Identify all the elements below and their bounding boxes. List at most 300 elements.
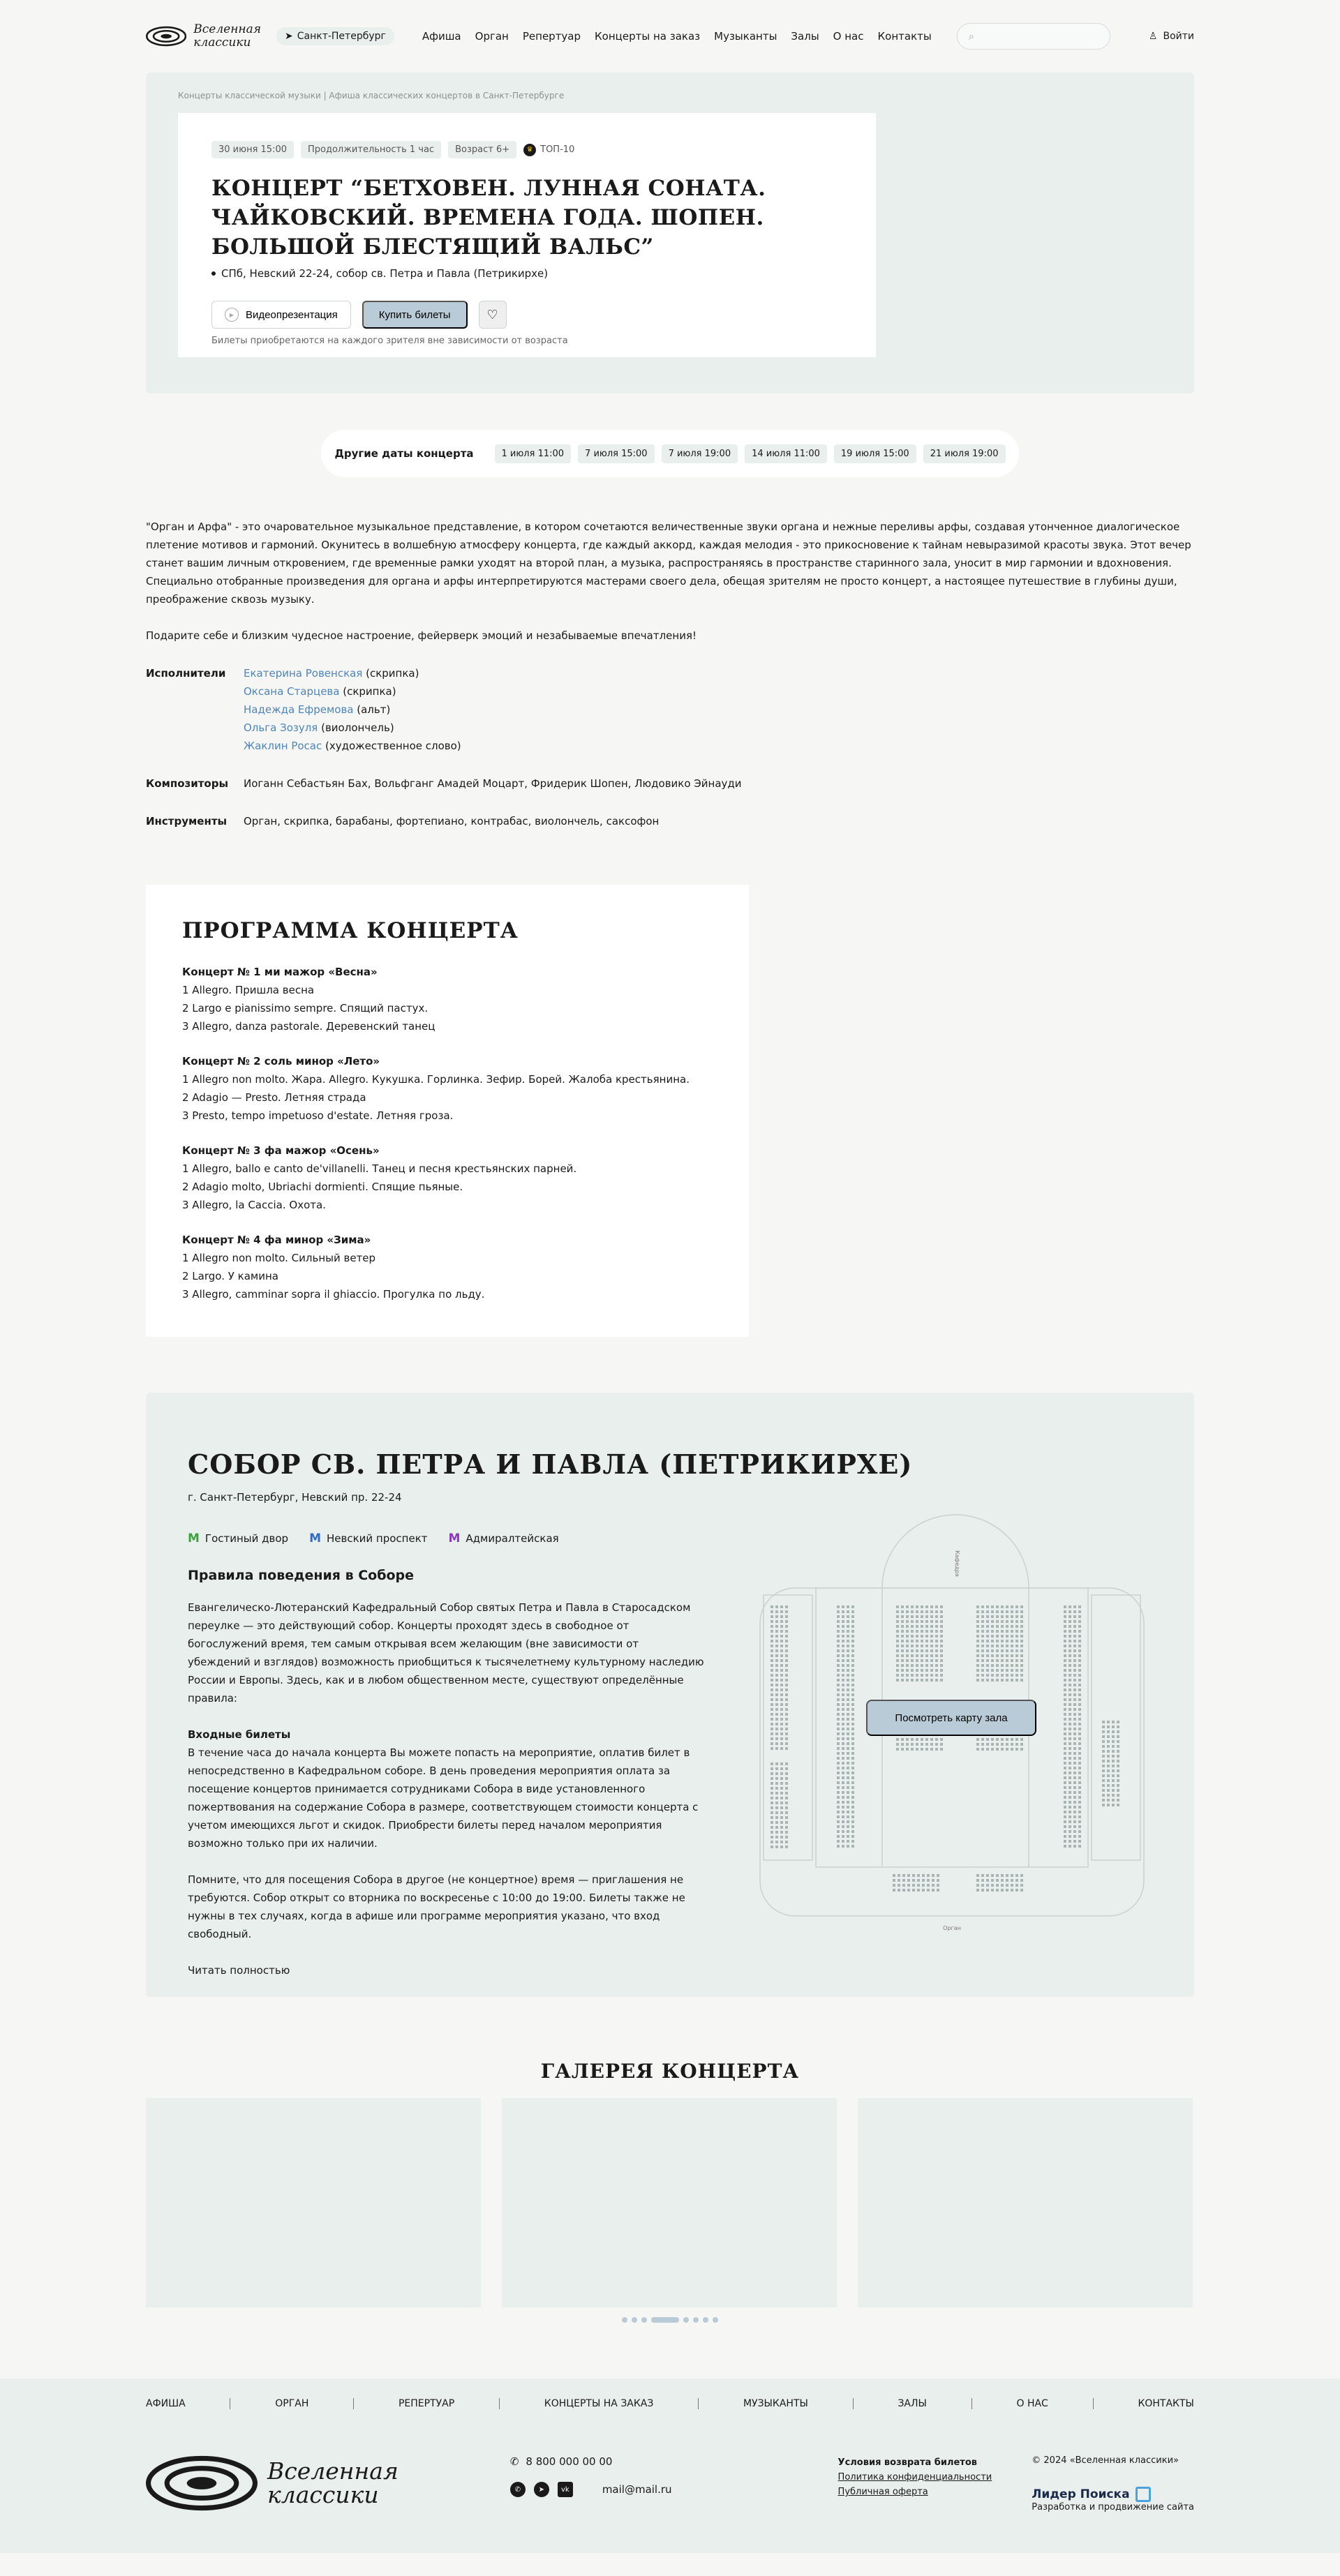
seat[interactable]: [916, 1743, 918, 1746]
seat[interactable]: [851, 1742, 854, 1745]
seat[interactable]: [976, 1874, 979, 1877]
seat[interactable]: [935, 1615, 938, 1618]
seat[interactable]: [837, 1679, 840, 1682]
seat[interactable]: [775, 1718, 778, 1721]
seat[interactable]: [935, 1635, 938, 1638]
seat[interactable]: [1069, 1820, 1071, 1823]
seat[interactable]: [1107, 1779, 1110, 1782]
seat[interactable]: [1073, 1708, 1076, 1711]
seat[interactable]: [976, 1669, 979, 1672]
seat[interactable]: [898, 1884, 900, 1887]
seat[interactable]: [842, 1625, 844, 1628]
seat[interactable]: [775, 1669, 778, 1672]
seat[interactable]: [851, 1752, 854, 1755]
seat[interactable]: [785, 1684, 788, 1686]
seat[interactable]: [1001, 1620, 1004, 1623]
seat[interactable]: [775, 1831, 778, 1834]
seat[interactable]: [1001, 1610, 1004, 1613]
seat[interactable]: [940, 1605, 943, 1608]
seat[interactable]: [1020, 1610, 1023, 1613]
seat[interactable]: [1069, 1664, 1071, 1667]
seat[interactable]: [842, 1762, 844, 1765]
seat[interactable]: [906, 1610, 909, 1613]
seat[interactable]: [1064, 1610, 1066, 1613]
seat[interactable]: [901, 1605, 904, 1608]
seat[interactable]: [1064, 1669, 1066, 1672]
seat[interactable]: [847, 1674, 849, 1677]
seat[interactable]: [925, 1669, 928, 1672]
seat[interactable]: [847, 1713, 849, 1716]
seat[interactable]: [770, 1688, 773, 1691]
seat[interactable]: [1064, 1640, 1066, 1642]
seat[interactable]: [842, 1610, 844, 1613]
seat[interactable]: [896, 1620, 899, 1623]
seat[interactable]: [1064, 1762, 1066, 1765]
seat[interactable]: [1011, 1605, 1013, 1608]
seat[interactable]: [780, 1659, 783, 1662]
seat[interactable]: [780, 1679, 783, 1682]
seat[interactable]: [1102, 1725, 1105, 1728]
seat[interactable]: [940, 1640, 943, 1642]
seat[interactable]: [1117, 1779, 1119, 1782]
seat[interactable]: [770, 1806, 773, 1809]
seat[interactable]: [991, 1615, 994, 1618]
nav-contacts[interactable]: Контакты: [877, 30, 932, 43]
seat[interactable]: [1117, 1725, 1119, 1728]
seat[interactable]: [1011, 1743, 1013, 1746]
seat[interactable]: [911, 1649, 914, 1652]
seat[interactable]: [935, 1748, 938, 1751]
seat[interactable]: [837, 1635, 840, 1638]
gallery-image[interactable]: [858, 2098, 1193, 2307]
seat[interactable]: [1006, 1884, 1008, 1887]
seat[interactable]: [1078, 1713, 1081, 1716]
seat[interactable]: [917, 1889, 920, 1892]
seat[interactable]: [1020, 1645, 1023, 1647]
seat[interactable]: [1069, 1806, 1071, 1809]
seat[interactable]: [775, 1777, 778, 1780]
seat[interactable]: [906, 1748, 909, 1751]
seat[interactable]: [1073, 1801, 1076, 1804]
seat[interactable]: [976, 1659, 979, 1662]
video-presentation-button[interactable]: [211, 301, 351, 329]
seat[interactable]: [981, 1605, 984, 1608]
seat[interactable]: [996, 1625, 999, 1628]
seat[interactable]: [1107, 1804, 1110, 1806]
seat[interactable]: [1073, 1776, 1076, 1779]
seat[interactable]: [1102, 1794, 1105, 1797]
seat[interactable]: [935, 1679, 938, 1682]
seat[interactable]: [896, 1615, 899, 1618]
city-selector[interactable]: [276, 27, 394, 45]
seat[interactable]: [925, 1664, 928, 1667]
seat[interactable]: [1069, 1811, 1071, 1813]
seat[interactable]: [1015, 1738, 1018, 1741]
seat[interactable]: [1064, 1776, 1066, 1779]
seat[interactable]: [921, 1625, 923, 1628]
seat[interactable]: [1064, 1742, 1066, 1745]
seat[interactable]: [1078, 1645, 1081, 1647]
seat[interactable]: [916, 1664, 918, 1667]
seat[interactable]: [901, 1625, 904, 1628]
seat[interactable]: [770, 1693, 773, 1696]
seat[interactable]: [851, 1835, 854, 1838]
seat[interactable]: [1073, 1674, 1076, 1677]
seat[interactable]: [1078, 1835, 1081, 1838]
seat[interactable]: [976, 1635, 979, 1638]
seat[interactable]: [1006, 1743, 1008, 1746]
seat[interactable]: [1011, 1664, 1013, 1667]
seat[interactable]: [935, 1664, 938, 1667]
seat[interactable]: [1112, 1774, 1115, 1777]
seat[interactable]: [775, 1811, 778, 1814]
date-option[interactable]: 19 июля 15:00: [834, 444, 916, 463]
seat[interactable]: [991, 1884, 994, 1887]
seat[interactable]: [775, 1605, 778, 1608]
seat[interactable]: [1069, 1732, 1071, 1735]
seat[interactable]: [780, 1816, 783, 1819]
seat[interactable]: [1078, 1732, 1081, 1735]
seat[interactable]: [1015, 1630, 1018, 1633]
seat[interactable]: [842, 1664, 844, 1667]
seat[interactable]: [1001, 1635, 1004, 1638]
seat[interactable]: [981, 1748, 984, 1751]
seat[interactable]: [976, 1615, 979, 1618]
seat[interactable]: [851, 1820, 854, 1823]
seat[interactable]: [1073, 1625, 1076, 1628]
seat[interactable]: [986, 1659, 989, 1662]
seat[interactable]: [770, 1841, 773, 1843]
seat[interactable]: [981, 1615, 984, 1618]
seat[interactable]: [851, 1630, 854, 1633]
seat[interactable]: [780, 1792, 783, 1795]
seat[interactable]: [837, 1820, 840, 1823]
seat[interactable]: [1117, 1799, 1119, 1802]
seat[interactable]: [785, 1649, 788, 1652]
performer-link[interactable]: Ольга Зозуля: [244, 721, 318, 734]
seat[interactable]: [842, 1772, 844, 1774]
seat[interactable]: [847, 1786, 849, 1789]
seat[interactable]: [837, 1728, 840, 1730]
seat[interactable]: [837, 1791, 840, 1794]
seat[interactable]: [996, 1664, 999, 1667]
seat[interactable]: [981, 1654, 984, 1657]
seat[interactable]: [1020, 1620, 1023, 1623]
seat[interactable]: [851, 1830, 854, 1833]
seat[interactable]: [1078, 1674, 1081, 1677]
search-icon[interactable]: ⌕: [968, 30, 975, 43]
seat[interactable]: [912, 1874, 915, 1877]
seat[interactable]: [911, 1654, 914, 1657]
seat[interactable]: [775, 1693, 778, 1696]
seat[interactable]: [981, 1738, 984, 1741]
seat[interactable]: [927, 1884, 930, 1887]
seat[interactable]: [922, 1889, 925, 1892]
seat[interactable]: [1107, 1774, 1110, 1777]
seat[interactable]: [901, 1630, 904, 1633]
seat[interactable]: [1020, 1659, 1023, 1662]
seat[interactable]: [930, 1615, 933, 1618]
seat[interactable]: [901, 1640, 904, 1642]
seat[interactable]: [916, 1610, 918, 1613]
seat[interactable]: [1064, 1796, 1066, 1799]
seat[interactable]: [937, 1884, 939, 1887]
seat[interactable]: [851, 1713, 854, 1716]
seat[interactable]: [1078, 1776, 1081, 1779]
seat[interactable]: [996, 1879, 999, 1882]
seat[interactable]: [837, 1830, 840, 1833]
seat[interactable]: [775, 1649, 778, 1652]
seat[interactable]: [842, 1645, 844, 1647]
seat[interactable]: [1107, 1735, 1110, 1738]
seat[interactable]: [907, 1879, 910, 1882]
seat[interactable]: [785, 1679, 788, 1682]
seat[interactable]: [847, 1649, 849, 1652]
seat[interactable]: [837, 1811, 840, 1813]
seat[interactable]: [911, 1748, 914, 1751]
seat[interactable]: [842, 1840, 844, 1843]
seat[interactable]: [940, 1659, 943, 1662]
carousel-dot[interactable]: [703, 2317, 708, 2323]
seat[interactable]: [1073, 1713, 1076, 1716]
seat[interactable]: [1112, 1769, 1115, 1772]
seat[interactable]: [935, 1743, 938, 1746]
seat[interactable]: [940, 1615, 943, 1618]
seat[interactable]: [1069, 1835, 1071, 1838]
seat[interactable]: [1078, 1630, 1081, 1633]
seat[interactable]: [930, 1664, 933, 1667]
seat[interactable]: [996, 1874, 999, 1877]
seat[interactable]: [780, 1718, 783, 1721]
seat[interactable]: [842, 1659, 844, 1662]
seat[interactable]: [837, 1762, 840, 1765]
seat[interactable]: [851, 1747, 854, 1750]
seat[interactable]: [1015, 1669, 1018, 1672]
seat[interactable]: [1078, 1845, 1081, 1848]
seat[interactable]: [1073, 1752, 1076, 1755]
seat[interactable]: [1078, 1684, 1081, 1686]
seat[interactable]: [775, 1654, 778, 1657]
seat[interactable]: [1069, 1830, 1071, 1833]
seat[interactable]: [916, 1674, 918, 1677]
seat[interactable]: [930, 1679, 933, 1682]
seat[interactable]: [770, 1792, 773, 1795]
seat[interactable]: [785, 1728, 788, 1730]
seat[interactable]: [916, 1649, 918, 1652]
seat[interactable]: [847, 1659, 849, 1662]
seat[interactable]: [770, 1674, 773, 1677]
seat[interactable]: [842, 1713, 844, 1716]
seat[interactable]: [916, 1654, 918, 1657]
seat[interactable]: [837, 1713, 840, 1716]
seat[interactable]: [837, 1605, 840, 1608]
seat[interactable]: [925, 1615, 928, 1618]
seat[interactable]: [921, 1649, 923, 1652]
seat[interactable]: [1006, 1669, 1008, 1672]
seat[interactable]: [930, 1625, 933, 1628]
seat[interactable]: [1078, 1679, 1081, 1682]
seat[interactable]: [930, 1605, 933, 1608]
seat[interactable]: [1006, 1605, 1008, 1608]
seat[interactable]: [1020, 1605, 1023, 1608]
seat[interactable]: [916, 1645, 918, 1647]
seat[interactable]: [1107, 1789, 1110, 1792]
seat[interactable]: [770, 1635, 773, 1638]
return-policy-link[interactable]: Условия возврата билетов: [838, 2457, 978, 2468]
seat[interactable]: [1073, 1772, 1076, 1774]
seat[interactable]: [1073, 1767, 1076, 1769]
seat[interactable]: [940, 1748, 943, 1751]
seat[interactable]: [851, 1698, 854, 1701]
seat[interactable]: [780, 1826, 783, 1829]
seat[interactable]: [1015, 1605, 1018, 1608]
seat[interactable]: [906, 1635, 909, 1638]
seat[interactable]: [775, 1723, 778, 1725]
seat[interactable]: [842, 1737, 844, 1740]
seat[interactable]: [1078, 1781, 1081, 1784]
seat[interactable]: [1078, 1605, 1081, 1608]
seat[interactable]: [847, 1732, 849, 1735]
seat[interactable]: [916, 1748, 918, 1751]
seat[interactable]: [775, 1640, 778, 1642]
seat[interactable]: [935, 1605, 938, 1608]
seat[interactable]: [1078, 1693, 1081, 1696]
seat[interactable]: [1073, 1762, 1076, 1765]
seat[interactable]: [847, 1645, 849, 1647]
seat[interactable]: [785, 1664, 788, 1667]
site-logo[interactable]: [146, 21, 261, 52]
seat[interactable]: [916, 1615, 918, 1618]
seat[interactable]: [935, 1738, 938, 1741]
seat[interactable]: [851, 1762, 854, 1765]
seat[interactable]: [976, 1679, 979, 1682]
seat[interactable]: [935, 1625, 938, 1628]
seat[interactable]: [1102, 1779, 1105, 1782]
seat[interactable]: [1073, 1820, 1076, 1823]
seat[interactable]: [1020, 1889, 1023, 1892]
footer-nav-halls[interactable]: ЗАЛЫ: [898, 2398, 927, 2409]
seat[interactable]: [1107, 1725, 1110, 1728]
seat[interactable]: [921, 1664, 923, 1667]
seat[interactable]: [1073, 1747, 1076, 1750]
seat[interactable]: [1078, 1664, 1081, 1667]
footer-nav-repertoire[interactable]: РЕПЕРТУАР: [398, 2398, 455, 2409]
seat[interactable]: [1020, 1669, 1023, 1672]
seat[interactable]: [930, 1659, 933, 1662]
seat[interactable]: [1117, 1721, 1119, 1723]
seat[interactable]: [1117, 1784, 1119, 1787]
seat[interactable]: [775, 1620, 778, 1623]
seat[interactable]: [935, 1659, 938, 1662]
seat[interactable]: [780, 1797, 783, 1799]
seat[interactable]: [1064, 1786, 1066, 1789]
seat[interactable]: [1011, 1635, 1013, 1638]
offer-link[interactable]: Публичная оферта: [838, 2487, 928, 2497]
seat[interactable]: [906, 1649, 909, 1652]
seat[interactable]: [1006, 1674, 1008, 1677]
seat[interactable]: [1102, 1784, 1105, 1787]
seat[interactable]: [785, 1811, 788, 1814]
seat[interactable]: [847, 1625, 849, 1628]
seat[interactable]: [1107, 1765, 1110, 1767]
seat[interactable]: [837, 1801, 840, 1804]
seat[interactable]: [842, 1806, 844, 1809]
seat[interactable]: [991, 1635, 994, 1638]
seat[interactable]: [851, 1640, 854, 1642]
seat[interactable]: [837, 1693, 840, 1696]
seat[interactable]: [785, 1777, 788, 1780]
seat[interactable]: [906, 1669, 909, 1672]
seat[interactable]: [785, 1806, 788, 1809]
seat[interactable]: [917, 1884, 920, 1887]
seat[interactable]: [1020, 1743, 1023, 1746]
seat[interactable]: [986, 1669, 989, 1672]
seat[interactable]: [785, 1688, 788, 1691]
seat[interactable]: [906, 1615, 909, 1618]
seat[interactable]: [1078, 1718, 1081, 1721]
seat[interactable]: [1020, 1654, 1023, 1657]
seat[interactable]: [1064, 1772, 1066, 1774]
seat[interactable]: [780, 1625, 783, 1628]
carousel-dot[interactable]: [693, 2317, 699, 2323]
seat[interactable]: [981, 1743, 984, 1746]
seat[interactable]: [937, 1879, 939, 1882]
seat[interactable]: [996, 1620, 999, 1623]
seat[interactable]: [1078, 1767, 1081, 1769]
seat[interactable]: [1102, 1774, 1105, 1777]
seat[interactable]: [785, 1732, 788, 1735]
seat[interactable]: [837, 1645, 840, 1647]
seat[interactable]: [780, 1841, 783, 1843]
seat[interactable]: [1112, 1725, 1115, 1728]
seat[interactable]: [986, 1679, 989, 1682]
seat[interactable]: [770, 1615, 773, 1618]
seat[interactable]: [1078, 1615, 1081, 1618]
seat[interactable]: [1011, 1640, 1013, 1642]
seat[interactable]: [1117, 1750, 1119, 1753]
seat[interactable]: [940, 1738, 943, 1741]
seat[interactable]: [981, 1640, 984, 1642]
seat[interactable]: [916, 1630, 918, 1633]
seat[interactable]: [847, 1830, 849, 1833]
seat[interactable]: [976, 1625, 979, 1628]
seat[interactable]: [1069, 1728, 1071, 1730]
seat[interactable]: [851, 1801, 854, 1804]
carousel-dot[interactable]: [641, 2317, 647, 2323]
seat[interactable]: [1112, 1721, 1115, 1723]
seat[interactable]: [851, 1772, 854, 1774]
seat[interactable]: [911, 1738, 914, 1741]
seat[interactable]: [770, 1836, 773, 1839]
search-input[interactable]: [980, 31, 1099, 42]
seat[interactable]: [1001, 1615, 1004, 1618]
seat[interactable]: [981, 1649, 984, 1652]
seat[interactable]: [842, 1747, 844, 1750]
seat[interactable]: [770, 1625, 773, 1628]
seat[interactable]: [770, 1777, 773, 1780]
seat[interactable]: [1006, 1625, 1008, 1628]
favorite-button[interactable]: [479, 301, 507, 329]
seat[interactable]: [1078, 1811, 1081, 1813]
seat[interactable]: [842, 1679, 844, 1682]
seat[interactable]: [1011, 1874, 1013, 1877]
carousel-dot[interactable]: [622, 2317, 627, 2323]
seat[interactable]: [1001, 1874, 1004, 1877]
seat[interactable]: [906, 1605, 909, 1608]
seat[interactable]: [1117, 1794, 1119, 1797]
seat[interactable]: [780, 1649, 783, 1652]
seat[interactable]: [921, 1674, 923, 1677]
